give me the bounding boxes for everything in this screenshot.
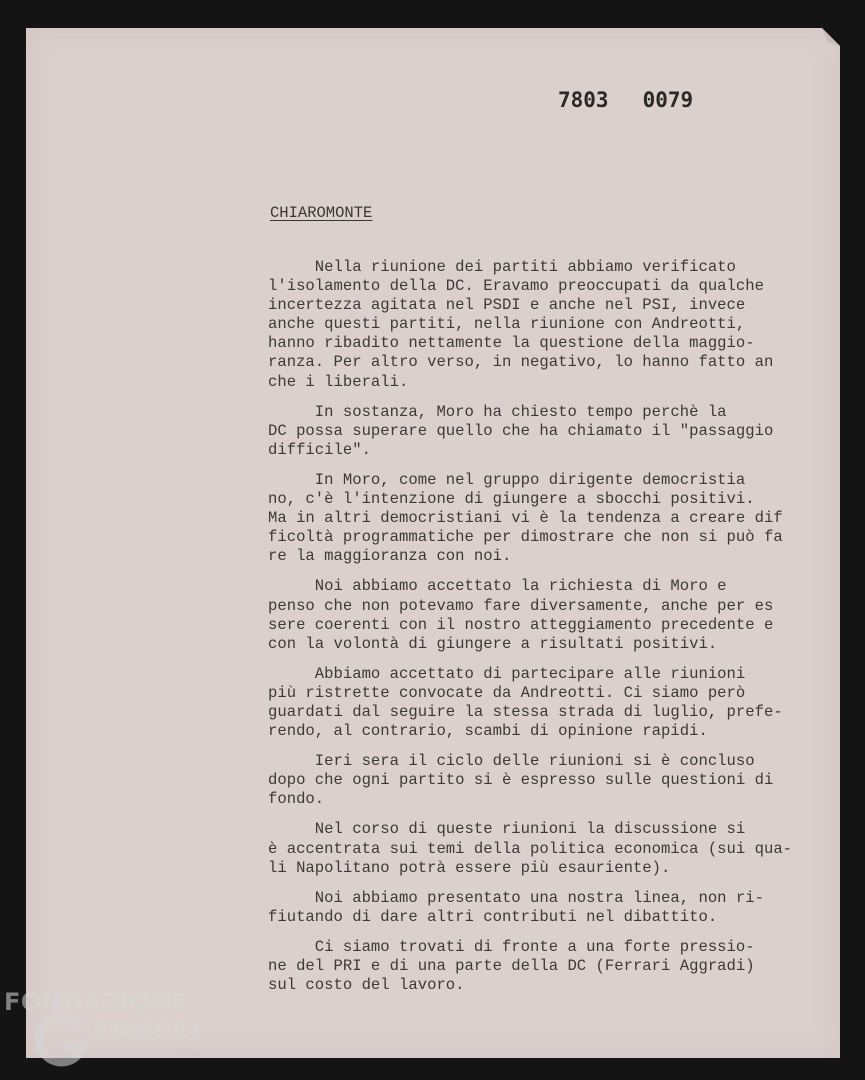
- text-line: no, c'è l'intenzione di giungere a sbocchi positivi.: [268, 490, 755, 509]
- text-line: dopo che ogni partito si è espresso sulle questioni di: [268, 771, 774, 790]
- text-line: In Moro, come nel gruppo dirigente democristia: [268, 470, 746, 489]
- paragraph: [268, 665, 828, 741]
- watermark-line1: FONDAZIONE: [4, 988, 188, 1016]
- text-line: ranza. Per altro verso, in negativo, lo hanno fatto an: [268, 353, 774, 372]
- paragraph: [268, 938, 828, 995]
- text-line: incertezza agitata nel PSDI e anche nel PSI, invece: [268, 296, 746, 315]
- text-line: DC possa superare quello che ha chiamato il "passaggio: [268, 421, 774, 440]
- fondazione-gramsci-watermark: [0, 984, 230, 1080]
- text-line: In sostanza, Moro ha chiesto tempo perchè la: [268, 402, 727, 421]
- text-line: ne del PRI e di una parte della DC (Ferrari Aggradi): [268, 957, 755, 975]
- text-line: Ieri sera il ciclo delle riunioni si è concluso: [268, 752, 755, 771]
- paragraph: [268, 889, 828, 927]
- text-line: fiutando di dare altri contributi nel dibattito.: [268, 907, 718, 926]
- text-line: difficile".: [268, 440, 371, 459]
- text-line: fondo.: [268, 790, 325, 809]
- paragraph: [268, 471, 828, 566]
- text-line: più ristrette convocate da Andreotti. Ci siamo però: [268, 683, 746, 702]
- text-line: sere coerenti con il nostro atteggiamento precedente e: [268, 615, 774, 634]
- paragraph: [268, 752, 828, 809]
- watermark-suffix: onlus: [172, 1046, 202, 1059]
- text-line: Nel corso di queste riunioni la discussione si: [268, 820, 746, 839]
- text-line: Noi abbiamo presentato una nostra linea, non ri-: [268, 888, 764, 907]
- text-line: Noi abbiamo accettato la richiesta di Moro e: [268, 577, 727, 596]
- text-line: è accentrata sui temi della politica economica (sui qua-: [268, 839, 793, 858]
- text-line: Ma in altri democristiani vi è la tendenza a creare dif: [268, 509, 783, 528]
- text-line: penso che non potevamo fare diversamente, anche per es: [268, 596, 774, 615]
- text-line: l'isolamento della DC. Eravamo preoccupati da qualche: [268, 277, 764, 296]
- page-corner-fold: [822, 28, 840, 46]
- text-line: anche questi partiti, nella riunione con Andreotti,: [268, 315, 746, 334]
- archive-number: [558, 88, 693, 112]
- text-line: sul costo del lavoro.: [268, 976, 465, 995]
- text-line: li Napolitano potrà essere più esauriente).: [268, 858, 671, 877]
- text-line: ficoltà programmatiche per dimostrare che non si può fa: [268, 528, 783, 547]
- text-line: che i liberali.: [268, 372, 409, 391]
- gramsci-g-logo-icon: [34, 1012, 92, 1070]
- text-line: con la volontà di giungere a risultati positivi.: [268, 634, 718, 653]
- text-line: Ci siamo trovati di fronte a una forte pressio-: [268, 937, 755, 956]
- watermark-line2: RAMSCI: [92, 1016, 200, 1044]
- text-line: Abbiamo accettato di partecipare alle riunioni: [268, 664, 746, 683]
- text-line: hanno ribadito nettamente la questione della maggio-: [268, 334, 755, 353]
- text-line: rendo, al contrario, scambi di opinione rapidi.: [268, 722, 708, 741]
- paragraph: [268, 820, 828, 877]
- text-line: guardati dal seguire la stessa strada di luglio, prefe-: [268, 702, 783, 721]
- text-line: re la maggioranza con noi.: [268, 547, 512, 566]
- text-line: Nella riunione dei partiti abbiamo verificato: [268, 258, 736, 276]
- archive-number-part: 7803: [558, 88, 609, 112]
- document-body: [268, 258, 828, 1006]
- archive-number-part: 0079: [642, 88, 694, 112]
- document-heading: CHIAROMONTE: [270, 204, 373, 222]
- paragraph: [268, 577, 828, 653]
- paragraph: [268, 258, 828, 392]
- paragraph: [268, 403, 828, 460]
